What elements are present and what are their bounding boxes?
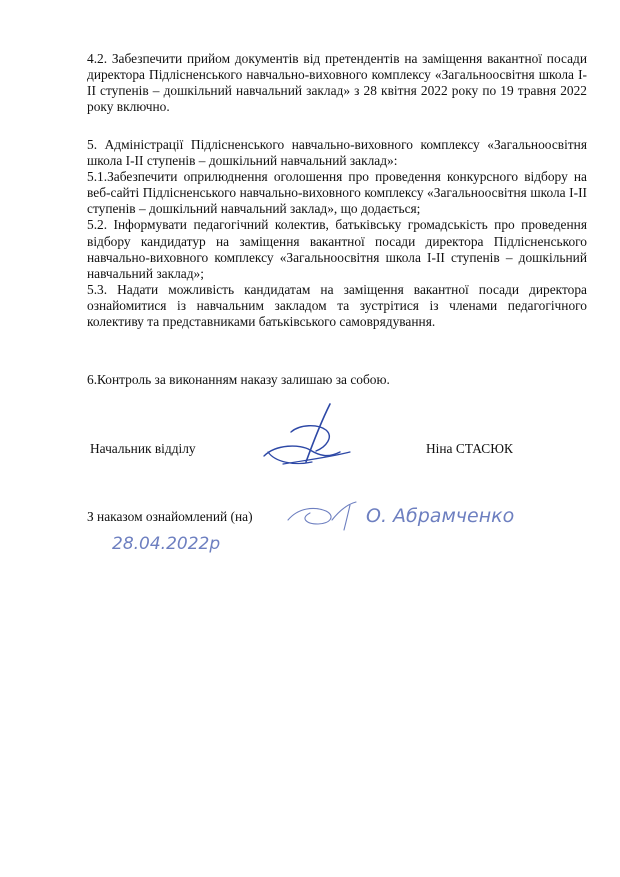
- paragraph-5: 5. Адміністрації Підлісненського навчально-виховного комплексу «Загальноосвітня школа І-ІІ ступенів – дошкільний навчальний заклад»:: [87, 137, 587, 169]
- acknowledgement-label: З наказом ознайомлений (на): [87, 509, 253, 524]
- director-signature: [264, 404, 350, 464]
- signature-name: Ніна СТАСЮК: [426, 441, 513, 456]
- acknowledgement-handwritten-date: 28.04.2022р: [112, 534, 221, 554]
- paragraph-5-2: 5.2. Інформувати педагогічний колектив, батьківську громадськість про проведення відбору кандидатур на заміщення вакантної посади директора Підлісненського навчально-виховного комплексу «Загальноосвітня школа І-ІІ ступенів – дошкільний навчальний заклад»;: [87, 217, 587, 281]
- paragraph-5-1: 5.1.Забезпечити оприлюднення оголошення про проведення конкурсного відбору на веб-сайті Підлісненського навчально-виховного комплексу «Загальноосвітня школа І-ІІ ступенів – дошкільний навчальний заклад», що додається;: [87, 169, 587, 217]
- acknowledger-handwritten-name: О. Абрамченко: [366, 505, 515, 527]
- paragraph-5-3: 5.3. Надати можливість кандидатам на заміщення вакантної посади директора ознайомитися із навчальним закладом та зустрітися із членами педагогічного колективу та представниками батьківського самоврядування.: [87, 281, 587, 330]
- signature-position: Начальник відділу: [90, 441, 196, 456]
- paragraph-6: 6.Контроль за виконанням наказу залишаю за собою.: [87, 372, 390, 387]
- acknowledgement-handwriting: [112, 502, 514, 554]
- paragraph-4-2: 4.2. Забезпечити прийом документів від претендентів на заміщення вакантної посади директора Підлісненського навчально-виховного комплексу «Загальноосвітня школа І-ІІ ступенів – дошкільний навчальний заклад» з 28 квітня 2022 року по 19 травня 2022 року включно.: [87, 51, 587, 115]
